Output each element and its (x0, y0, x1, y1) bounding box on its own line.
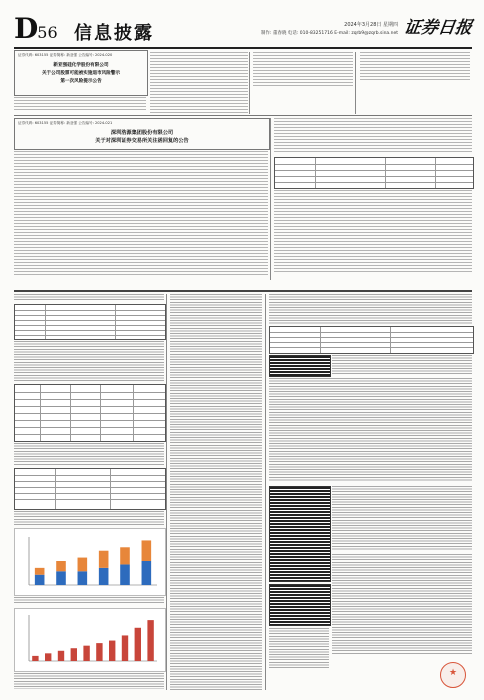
data-table-dark (269, 584, 331, 626)
column-rule (270, 118, 271, 280)
chart-bar (56, 561, 66, 571)
dateline: 2024年3月28日 星期四 (344, 22, 398, 28)
page-number (14, 14, 58, 48)
editor-line: 制作: 董春晓 电话: 010-83251716 E-mail: zqrb9@zqrb.sina.net (260, 31, 398, 36)
chart-bar (35, 568, 45, 575)
chart-bar (83, 646, 89, 661)
notice-title-line: 关于对深圳证券交易所关注函回复的公告 (95, 138, 189, 144)
notice-code: 证券代码: 603155 证券简称: 新亚强 公告编号: 2024-021 (18, 121, 113, 125)
text-block (269, 628, 329, 668)
text-column (360, 52, 470, 82)
text-block (14, 294, 164, 302)
column-rule (249, 52, 250, 114)
chart-bar (120, 547, 130, 564)
newspaper-logo: 证券日报 (402, 18, 474, 38)
column-rule (355, 52, 356, 114)
notice-code: 证券代码: 603155 证券简称: 新亚强 公告编号: 2024-020 (18, 53, 113, 57)
data-table-dark (269, 486, 331, 582)
data-table (14, 304, 166, 340)
section-title: 信息披露 (74, 23, 154, 44)
chart-svg (15, 609, 165, 671)
chart-bar (99, 551, 109, 568)
chart-svg (15, 529, 165, 595)
text-column (170, 294, 262, 690)
notice-company: 新亚强硅化学股份有限公司 (53, 63, 109, 68)
text-block (332, 486, 472, 550)
chart-stacked-bar (14, 528, 166, 596)
chart-bar (96, 643, 102, 661)
chart-bar (109, 641, 115, 661)
section-rule (14, 115, 472, 116)
chart-bar (120, 564, 130, 585)
chart-growth-bar (14, 608, 166, 672)
masthead-rule (14, 47, 472, 49)
data-table-dark (269, 355, 331, 377)
chart-bar (78, 571, 88, 585)
chart-bar (122, 635, 128, 661)
text-block (269, 294, 472, 324)
chart-bar (147, 620, 153, 661)
company-seal-icon (440, 662, 466, 688)
text-block (14, 511, 164, 525)
notice-title-line: 关于公司股票可能被实施退市风险警示 (41, 71, 121, 76)
chart-bar (78, 558, 88, 572)
column-rule (166, 294, 167, 690)
text-block (14, 341, 164, 381)
text-block (14, 97, 146, 111)
chart-bar (35, 575, 45, 585)
chart-bar (142, 561, 152, 585)
notice-company: 深圳浩源集团股份有限公司 (110, 130, 174, 136)
chart-bar (99, 568, 109, 585)
chart-bar (58, 651, 64, 661)
chart-bar (45, 653, 51, 661)
half-rule (14, 290, 472, 292)
notice-body (274, 190, 472, 272)
text-column (253, 52, 353, 88)
text-block (14, 673, 164, 689)
notice-title-line: 第一次风险提示公告 (60, 79, 102, 84)
notice-body (14, 151, 268, 277)
chart-bar (32, 656, 38, 661)
notice-body (274, 118, 472, 154)
text-block (14, 597, 164, 605)
column-rule (265, 294, 266, 690)
data-table (14, 468, 166, 510)
page-number-digits: 56 (37, 23, 58, 42)
notice-header-2 (14, 118, 270, 150)
text-block (269, 378, 472, 482)
page-letter: D (14, 12, 38, 45)
data-table (269, 326, 474, 354)
masthead (14, 14, 472, 48)
chart-bar (71, 648, 77, 661)
text-block (332, 355, 472, 375)
data-table (274, 157, 474, 189)
text-block (332, 554, 472, 654)
chart-bar (142, 540, 152, 561)
chart-bar (135, 628, 141, 661)
data-table (14, 384, 166, 442)
chart-bar (56, 571, 66, 585)
notice-header-1 (14, 50, 148, 96)
text-column (150, 52, 248, 114)
text-block (14, 443, 164, 465)
